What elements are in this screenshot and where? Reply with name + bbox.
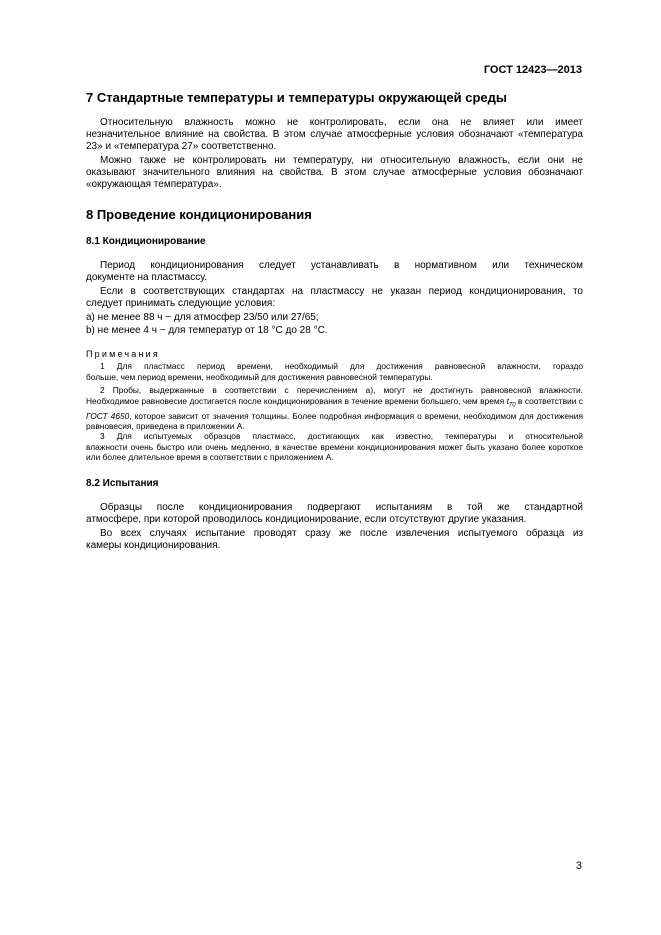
gost-reference: ГОСТ 4650: [86, 410, 130, 421]
paragraph-text: документе на пластмассу.: [86, 272, 208, 283]
section-7-paragraph-1: [86, 117, 583, 129]
note-text-part: Необходимое равновесие достигается после кондиционирования в течение времени большего, чем время: [86, 396, 507, 406]
subsection-8-1-paragraph-1: [86, 260, 583, 272]
paragraph-text: оказывают значительного влияния на свойства. В этом случае атмосферные условия обозначают «окружающая температура».: [86, 167, 583, 190]
subsection-8-2-paragraph-2: [86, 528, 583, 540]
subsection-8-2-heading: [86, 478, 583, 489]
section-7-paragraph-2: [86, 155, 583, 167]
list-item-a: a) не менее 88 ч − для атмосфер 23/50 или 27/65;: [86, 312, 319, 323]
subsection-8-2-paragraph-2-rest: [86, 540, 583, 552]
paragraph-text: следует принимать следующие условия:: [86, 298, 276, 309]
subsection-8-1-paragraph-2: [86, 286, 583, 298]
document-code: ГОСТ 12423—2013: [483, 64, 582, 76]
page-number: 3: [575, 860, 582, 872]
conditions-list-b: [86, 325, 583, 337]
note-1-rest: [86, 372, 583, 382]
notes-title: Примечания: [86, 349, 160, 359]
note-3: [86, 431, 583, 441]
note-2: [86, 385, 583, 395]
section-7: [86, 90, 583, 105]
note-first-line: 3 Для испытуемых образцов пластмасс, достигающих как известно, температуры и относительной: [100, 431, 583, 441]
paragraph-first-line: Период кондиционирования следует устанавливать в нормативном или техническом: [100, 260, 583, 271]
note-1: [86, 361, 583, 371]
t70-symbol: [506, 396, 516, 409]
note-2-rest: [86, 396, 583, 432]
paragraph-first-line: Если в соответствующих стандартах на пластмассу не указан период кондиционирования, то: [100, 286, 583, 297]
paragraph-first-line: Можно также не контролировать ни температуру, ни относительную влажность, если они не: [100, 155, 583, 166]
notes-heading: [86, 349, 583, 359]
t70-subscript: 70: [508, 402, 516, 409]
paragraph-first-line: Во всех случаях испытание проводят сразу же после извлечения испытуемого образца из: [100, 528, 583, 539]
subsection-8-1-heading: [86, 236, 583, 247]
section-7-paragraph-2-rest: [86, 167, 583, 191]
section-7-paragraph-1-rest: [86, 129, 583, 153]
subsection-8-2-title: 8.2 Испытания: [86, 478, 159, 489]
note-3-rest: [86, 442, 583, 463]
paragraph-text: незначительное влияние на свойства. В этом случае атмосферные условия обозначают «температура 23» и «температура 27» соответственно.: [86, 129, 583, 152]
section-8-title: 8 Проведение кондиционирования: [86, 207, 312, 222]
subsection-8-1-paragraph-1-rest: [86, 272, 583, 284]
note-text-part: в соответствии с: [515, 396, 583, 406]
subsection-8-1-paragraph-2-rest: [86, 298, 583, 310]
note-text: [86, 396, 583, 432]
paragraph-text: камеры кондиционирования.: [86, 540, 221, 551]
subsection-8-2-paragraph-1: [86, 502, 583, 514]
subsection-8-2-paragraph-1-rest: [86, 514, 583, 526]
paragraph-first-line: Относительную влажность можно не контролировать, если она не влияет или имеет: [100, 117, 583, 128]
section-7-title: 7 Стандартные температуры и температуры окружающей среды: [86, 90, 507, 105]
paragraph-text: атмосфере, при которой проводилось кондиционирование, если отсутствуют другие указания.: [86, 514, 527, 525]
t-letter: t: [506, 396, 509, 406]
section-8: [86, 207, 583, 222]
note-first-line: 2 Пробы, выдержанные в соответствии с перечислением а), могут не достигнуть равновесной влажности.: [100, 385, 583, 395]
note-first-line: 1 Для пластмасс период времени, необходимый для достижения равновесной влажности, гораздо: [100, 361, 583, 371]
subsection-8-1-title: 8.1 Кондиционирование: [86, 236, 206, 247]
paragraph-first-line: Образцы после кондиционирования подвергают испытаниям в той же стандартной: [100, 502, 583, 513]
conditions-list: [86, 312, 583, 324]
note-text-part: , которое зависит от значения толщины. Более подробная информация о времени, необходимом для достижения равновесия, приведена в приложении А.: [86, 410, 584, 432]
list-item-b: b) не менее 4 ч − для температур от 18 °С до 28 °С.: [86, 325, 328, 336]
note-text: больше, чем период времени, необходимый для достижения равновесной температуры.: [86, 372, 433, 382]
note-text: влажности очень быстро или очень медленно, в качестве времени кондиционирования может быть указано более короткое или более длительное время в соответствии с приложением А.: [86, 442, 583, 463]
